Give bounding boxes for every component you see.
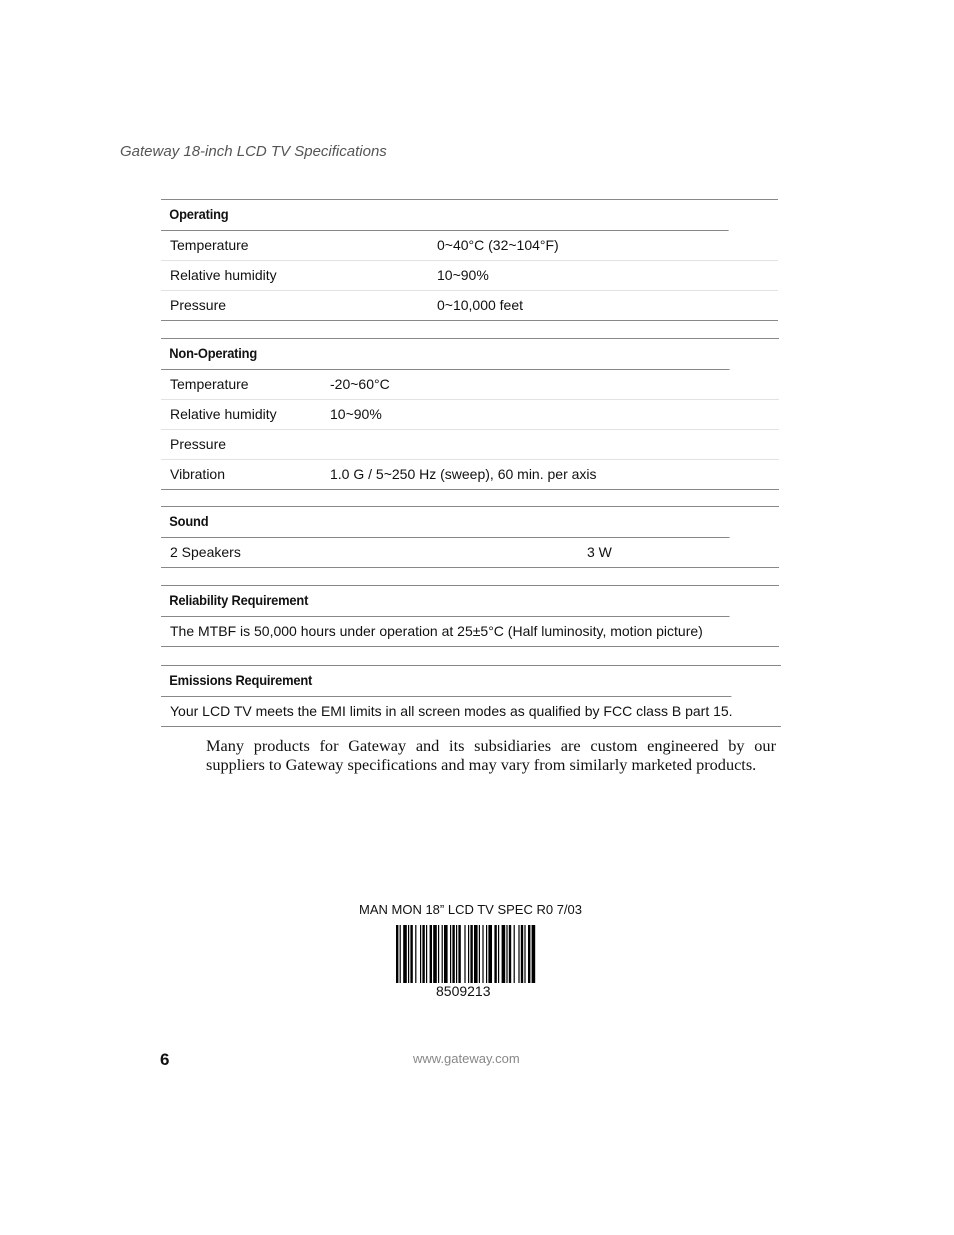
footer-url: www.gateway.com: [413, 1051, 520, 1066]
running-title: Gateway 18-inch LCD TV Specifications: [120, 143, 387, 160]
barcode-bar: [438, 925, 439, 983]
row-label: Pressure: [170, 297, 227, 313]
row-label: Relative humidity: [170, 267, 277, 283]
barcode-bar: [488, 925, 492, 983]
barcode-bar: [528, 925, 530, 983]
row-value: 1.0 G / 5~250 Hz (sweep), 60 min. per axis: [330, 466, 597, 482]
row-value: 10~90%: [330, 406, 382, 422]
barcode-bar: [452, 925, 454, 983]
barcode-bar: [444, 925, 448, 983]
row-value: 0~40°C (32~104°F): [437, 237, 559, 253]
operating-heading: Operating: [161, 200, 729, 231]
barcode-bar: [415, 925, 416, 983]
reliability-spec-table: [161, 585, 779, 647]
row-label: Temperature: [170, 376, 249, 392]
barcode-bar: [518, 925, 519, 983]
emissions-text: Your LCD TV meets the EMI limits in all screen modes as qualified by FCC class B part 15.: [170, 703, 733, 719]
barcode-bar: [442, 925, 443, 983]
barcode-bar: [403, 925, 407, 983]
barcode-bar: [474, 925, 478, 983]
barcode-bar: [408, 925, 409, 983]
table-row: [161, 370, 779, 400]
barcode-bar: [458, 925, 460, 983]
barcode-bar: [433, 925, 437, 983]
operating-spec-table: [161, 199, 778, 321]
barcode-bar: [521, 925, 523, 983]
barcode-bar: [479, 925, 480, 983]
barcode-bar: [482, 925, 483, 983]
table-row: [161, 400, 779, 430]
barcode-bar: [396, 925, 398, 983]
table-row: [161, 460, 779, 489]
emissions-heading: Emissions Requirement: [161, 666, 731, 697]
barcode-bar: [502, 925, 506, 983]
barcode-bar: [470, 925, 472, 983]
barcode-bar: [506, 925, 507, 983]
barcode-bar: [468, 925, 469, 983]
barcode-caption: MAN MON 18” LCD TV SPEC R0 7/03: [359, 902, 582, 917]
barcode-bar: [486, 925, 487, 983]
table-row: [161, 430, 779, 460]
table-row: [161, 231, 778, 261]
barcode-number: 8509213: [436, 983, 491, 999]
barcode-bar: [524, 925, 525, 983]
row-value: -20~60°C: [330, 376, 390, 392]
row-label: Pressure: [170, 436, 227, 452]
row-label: Vibration: [170, 466, 226, 482]
reliability-text: The MTBF is 50,000 hours under operation at 25±5°C (Half luminosity, motion picture): [170, 623, 703, 639]
reliability-heading: Reliability Requirement: [161, 586, 730, 617]
non-operating-spec-table: [161, 338, 779, 490]
row-label: Temperature: [170, 237, 249, 253]
row-label: 2 Speakers: [170, 544, 241, 560]
table-row: [161, 538, 779, 567]
row-value: 0~10,000 feet: [437, 297, 524, 313]
barcode-bar: [456, 925, 457, 983]
barcode-bar: [498, 925, 499, 983]
page-number: 6: [160, 1050, 170, 1069]
table-row: [161, 291, 778, 320]
barcode-bar: [410, 925, 412, 983]
barcode-bar: [494, 925, 496, 983]
table-row: [161, 261, 778, 291]
row-label: Relative humidity: [170, 406, 277, 422]
barcode-bar: [509, 925, 511, 983]
sound-heading: Sound: [161, 507, 730, 538]
barcode-bar: [464, 925, 465, 983]
row-value: 10~90%: [437, 267, 489, 283]
barcode-bar: [426, 925, 427, 983]
non-operating-heading: Non-Operating: [161, 339, 730, 370]
row-value: 3 W: [587, 544, 612, 560]
emissions-spec-table: [161, 665, 781, 727]
barcode-bar: [400, 925, 401, 983]
disclaimer-paragraph: Many products for Gateway and its subsidiaries are custom engineered by our suppliers to Gateway specifications and may vary from similarly marketed products.: [206, 736, 776, 774]
barcode-bar: [450, 925, 451, 983]
sound-spec-table: [161, 506, 779, 568]
barcode-bar: [430, 925, 432, 983]
barcode-bar: [422, 925, 424, 983]
barcode-graphic: [396, 925, 536, 983]
barcode-bar: [420, 925, 421, 983]
barcode-bar: [514, 925, 515, 983]
barcode-bar: [532, 925, 536, 983]
